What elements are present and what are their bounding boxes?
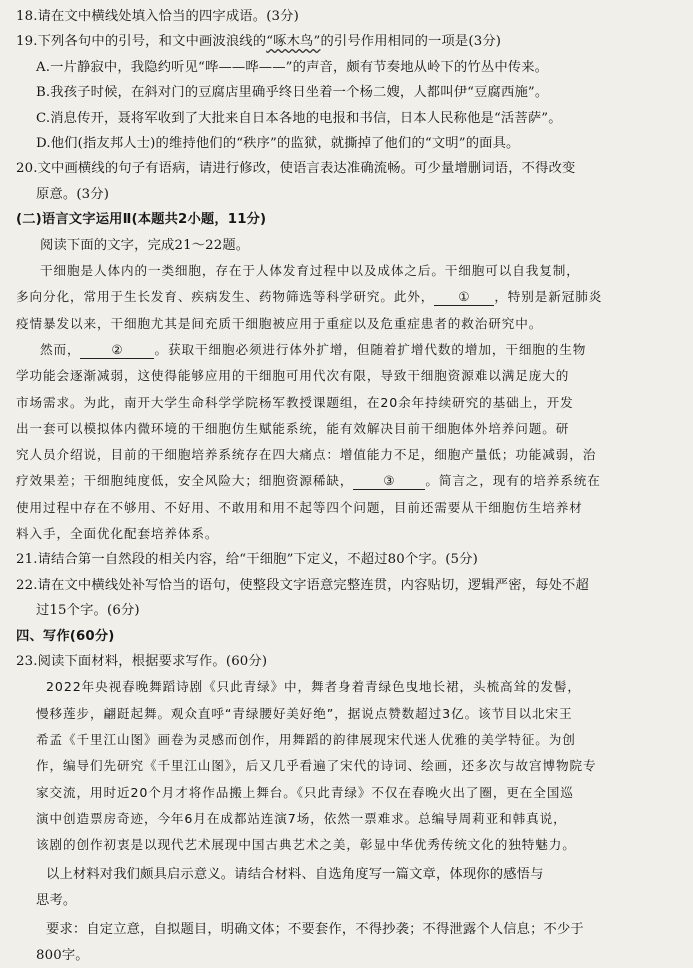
- question-22-line-2: 过15个字。(6分): [36, 603, 140, 619]
- question-18: 18.请在文中横线处填入恰当的四字成语。(3分): [16, 9, 299, 24]
- passage-line: [16, 468, 679, 494]
- passage-line: 学功能会逐渐减弱，这使得能够应用的干细胞可用代次有限，导致干细胞资源难以满足庞大的: [16, 368, 570, 384]
- q19-stem-start: 19.下列各句中的引号，和文中画波浪线的: [16, 34, 267, 50]
- passage-line: [16, 284, 679, 310]
- passage-line: 料入手，全面优化配套培养体系。: [16, 526, 219, 542]
- reading-passage: [16, 258, 679, 547]
- q19-option-d: D.他们(指友邦人士)的维持他们的“秩序”的监狱，就撕掉了他们的“文明”的面具。: [36, 136, 520, 152]
- fill-blank-1: ①: [434, 289, 494, 306]
- section-2-title: (二)语言文字运用Ⅱ(本题共2小题，11分): [16, 212, 267, 228]
- section-2-intro: 阅读下面的文字，完成21～22题。: [40, 237, 250, 253]
- requirements-line-2: 800字。: [36, 947, 89, 963]
- passage-line: 究人员介绍说，目前的干细胞培养系统存在四大痛点：增值能力不足，细胞产量低；功能减弱，治: [16, 447, 597, 463]
- question-21: 21.请结合第一自然段的相关内容，给“干细胞”下定义，不超过80个字。(5分): [16, 552, 478, 568]
- passage-line: 使用过程中存在不够用、不好用、不敢用和用不起等四个问题，目前还需要从干细胞仿生培养材: [16, 499, 583, 515]
- fill-blank-3: ③: [353, 473, 425, 490]
- material-line: 慢移莲步，翩跹起舞。观众直呼“青绿腰好美好绝”，据说点赞数超过3亿。该节目以北宋王: [36, 705, 573, 721]
- material-line: 希孟《千里江山图》画卷为灵感而创作，用舞蹈的韵律展现宋代迷人优雅的美学特征。为创: [36, 731, 576, 747]
- passage-text: 疗效果差；干细胞纯度低，安全风险大；细胞资源稀缺，: [16, 473, 354, 489]
- q19-stem-end: 的引号作用相同的一项是(3分): [320, 34, 502, 50]
- writing-prompt-line-1: 以上材料对我们颇具启示意义。请结合材料、自选角度写一篇文章，体现你的感悟与: [46, 867, 544, 883]
- passage-line: 干细胞是人体内的一类细胞，存在于人体发育过程中以及成体之后。干细胞可以自我复制，: [40, 263, 580, 279]
- question-22-line-1: 22.请在文中横线处补写恰当的语句，使整段文字语意完整连贯，内容贴切，逻辑严密，每处不超: [16, 577, 589, 593]
- fill-blank-2: ②: [80, 342, 154, 359]
- q19-option-b: B.我孩子时候，在斜对门的豆腐店里确乎终日坐着一个杨二嫂，人都叫伊“豆腐西施”。: [36, 85, 549, 101]
- writing-prompt-line-2: 思考。: [36, 892, 77, 908]
- passage-line: 疫情暴发以来，干细胞尤其是间充质干细胞被应用于重症以及危重症患者的救治研究中。: [16, 315, 543, 331]
- passage-line: 市场需求。为此，南开大学生命科学学院杨军教授课题组，在20余年持续研究的基础上，开发: [16, 394, 574, 410]
- question-20-line-1: 20.文中画横线的句子有语病，请进行修改，使语言表达准确流畅。可少量增删词语，不得改变: [16, 161, 576, 177]
- section-4-title: 四、写作(60分): [16, 628, 115, 644]
- q19-stem-quote: “啄木鸟”: [266, 34, 321, 50]
- question-19-stem: [16, 29, 679, 54]
- passage-text: 然而，: [40, 341, 81, 357]
- material-line: 演中创造票房奇迹，今年6月在成都站连演7场，依然一票难求。总编导周莉亚和韩真说，: [36, 810, 567, 826]
- passage-line: 出一套可以模拟体内微环境的干细胞仿生赋能系统，能有效解决目前干细胞体外培养问题。研: [16, 420, 570, 436]
- writing-material: [16, 674, 679, 858]
- passage-line: [16, 337, 679, 363]
- material-line: 2022年央视春晚舞蹈诗剧《只此青绿》中，舞者身着青绿色曳地长裙，头梳高耸的发髻，: [46, 679, 581, 695]
- question-20-line-2: 原意。(3分): [36, 186, 110, 202]
- material-line: 家交流，用时近20个月才将作品搬上舞台。《只此青绿》不仅在春晚火出了圈，更在全国巡: [36, 784, 574, 800]
- question-23-stem: 23.阅读下面材料，根据要求写作。(60分): [16, 653, 268, 669]
- passage-text: ，特别是新冠肺炎: [494, 289, 603, 305]
- passage-text: 。简言之，现有的培养系统在: [425, 473, 601, 489]
- passage-text: 多向分化，常用于生长发育、疾病发生、药物筛选等科学研究。此外，: [16, 289, 435, 305]
- material-line: 该剧的创作初衷是以现代艺术展现中国古典艺术之美，彰显中华优秀传统文化的独特魅力。: [36, 837, 576, 853]
- passage-text: 。获取干细胞必须进行体外扩增，但随着扩增代数的增加，干细胞的生物: [154, 341, 587, 357]
- q19-option-c: C.消息传开，聂将军收到了大批来自日本各地的电报和书信，日本人民称他是“活菩萨”。: [36, 110, 562, 126]
- q19-option-a: A.一片静寂中，我隐约听见“哗——哗——”的声音，颇有节奏地从岭下的竹丛中传来。: [36, 59, 549, 75]
- material-line: 作，编导们先研究《千里江山图》，后又几乎看遍了宋代的诗词、绘画，还多次与故宫博物院专: [36, 758, 597, 774]
- requirements-line-1: 要求：自定立意，自拟题目，明确文体；不要套作，不得抄袭；不得泄露个人信息；不少于: [46, 922, 584, 938]
